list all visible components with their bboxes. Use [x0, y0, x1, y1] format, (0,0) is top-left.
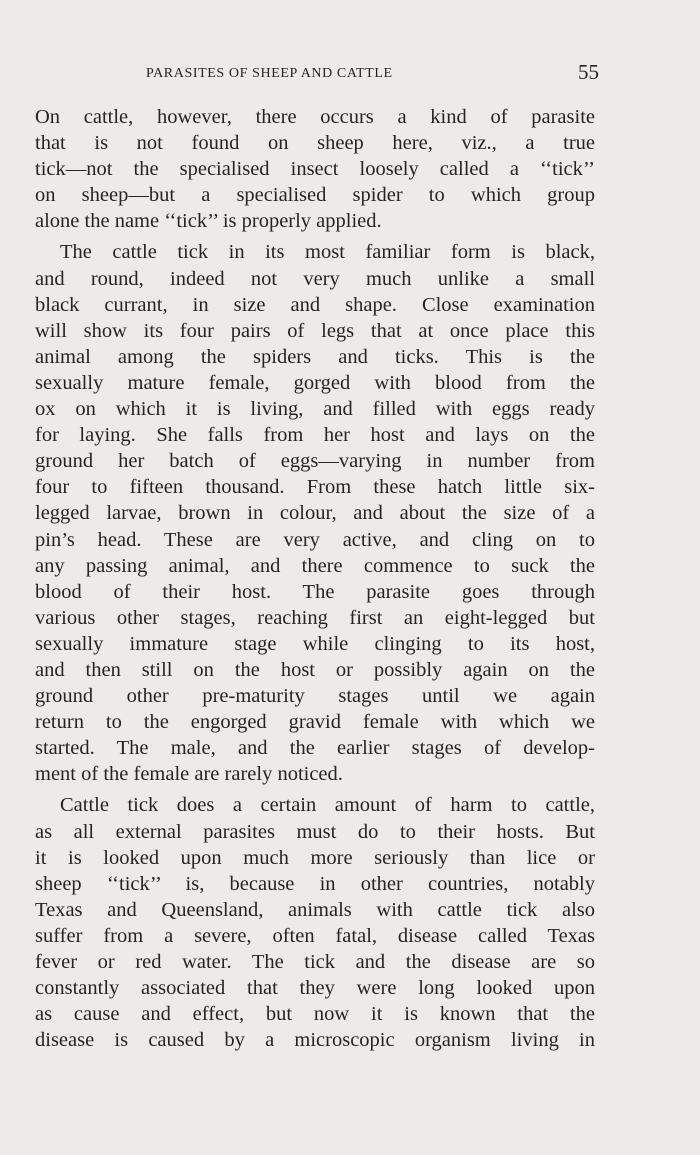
text-line: any passing animal, and there commence to suck the: [35, 554, 595, 577]
text-line: and round, indeed not very much unlike a small: [35, 267, 595, 290]
text-line: Texas and Queensland, animals with cattle tick also: [35, 898, 595, 921]
text-line: On cattle, however, there occurs a kind of parasite: [35, 106, 595, 128]
text-line: alone the name ‘‘tick’’ is properly applied.: [35, 210, 382, 233]
text-line: as cause and effect, but now it is known that the: [35, 1003, 595, 1026]
text-line: ox on which it is living, and filled with eggs ready: [35, 398, 595, 421]
text-line: sexually mature female, gorged with blood from the: [35, 371, 595, 394]
text-line: Cattle tick does a certain amount of harm to cattle,: [60, 794, 595, 817]
text-line: legged larvae, brown in colour, and about the size of a: [35, 502, 595, 525]
paragraph-1: [35, 104, 595, 234]
text-line: started. The male, and the earlier stages of develop-: [35, 737, 595, 760]
paragraph-2: [35, 239, 595, 787]
text-line: blood of their host. The parasite goes through: [35, 580, 595, 603]
paragraph-3: [35, 792, 595, 1053]
text-line: on sheep—but a specialised spider to which group: [35, 184, 595, 207]
text-line: return to the engorged gravid female with which we: [35, 711, 595, 734]
text-line: fever or red water. The tick and the disease are so: [35, 951, 595, 973]
text-line: animal among the spiders and ticks. This is the: [35, 345, 595, 368]
text-line: ground her batch of eggs—varying in number from: [35, 450, 595, 473]
text-line: will show its four pairs of legs that at once place this: [35, 319, 595, 342]
text-line: four to fifteen thousand. From these hatch little six-: [35, 476, 595, 499]
running-title: PARASITES OF SHEEP AND CATTLE: [146, 66, 393, 81]
text-line: The cattle tick in its most familiar form is black,: [60, 241, 595, 264]
text-line: it is looked upon much more seriously than lice or: [35, 846, 595, 869]
text-line: ment of the female are rarely noticed.: [35, 763, 343, 786]
body-text: [35, 104, 595, 1053]
text-line: ground other pre-maturity stages until we again: [35, 685, 595, 708]
text-line: various other stages, reaching first an eight-legged but: [35, 606, 595, 629]
text-line: constantly associated that they were long looked upon: [35, 977, 595, 1000]
text-line: black currant, in size and shape. Close examination: [35, 293, 595, 316]
text-line: disease is caused by a microscopic organism living in: [35, 1029, 595, 1052]
running-header: [34, 60, 599, 86]
page-number: 55: [578, 60, 599, 84]
text-line: tick—not the specialised insect loosely called a ‘‘tick’’: [35, 158, 595, 181]
text-line: sheep ‘‘tick’’ is, because in other countries, notably: [35, 872, 595, 895]
text-line: and then still on the host or possibly again on the: [35, 658, 595, 681]
text-line: for laying. She falls from her host and lays on the: [35, 424, 595, 447]
text-line: suffer from a severe, often fatal, disease called Texas: [35, 924, 595, 947]
text-line: that is not found on sheep here, viz., a true: [35, 132, 595, 155]
text-line: pin’s head. These are very active, and cling on to: [35, 528, 595, 551]
text-line: sexually immature stage while clinging to its host,: [35, 632, 595, 655]
text-line: as all external parasites must do to their hosts. But: [35, 820, 595, 843]
